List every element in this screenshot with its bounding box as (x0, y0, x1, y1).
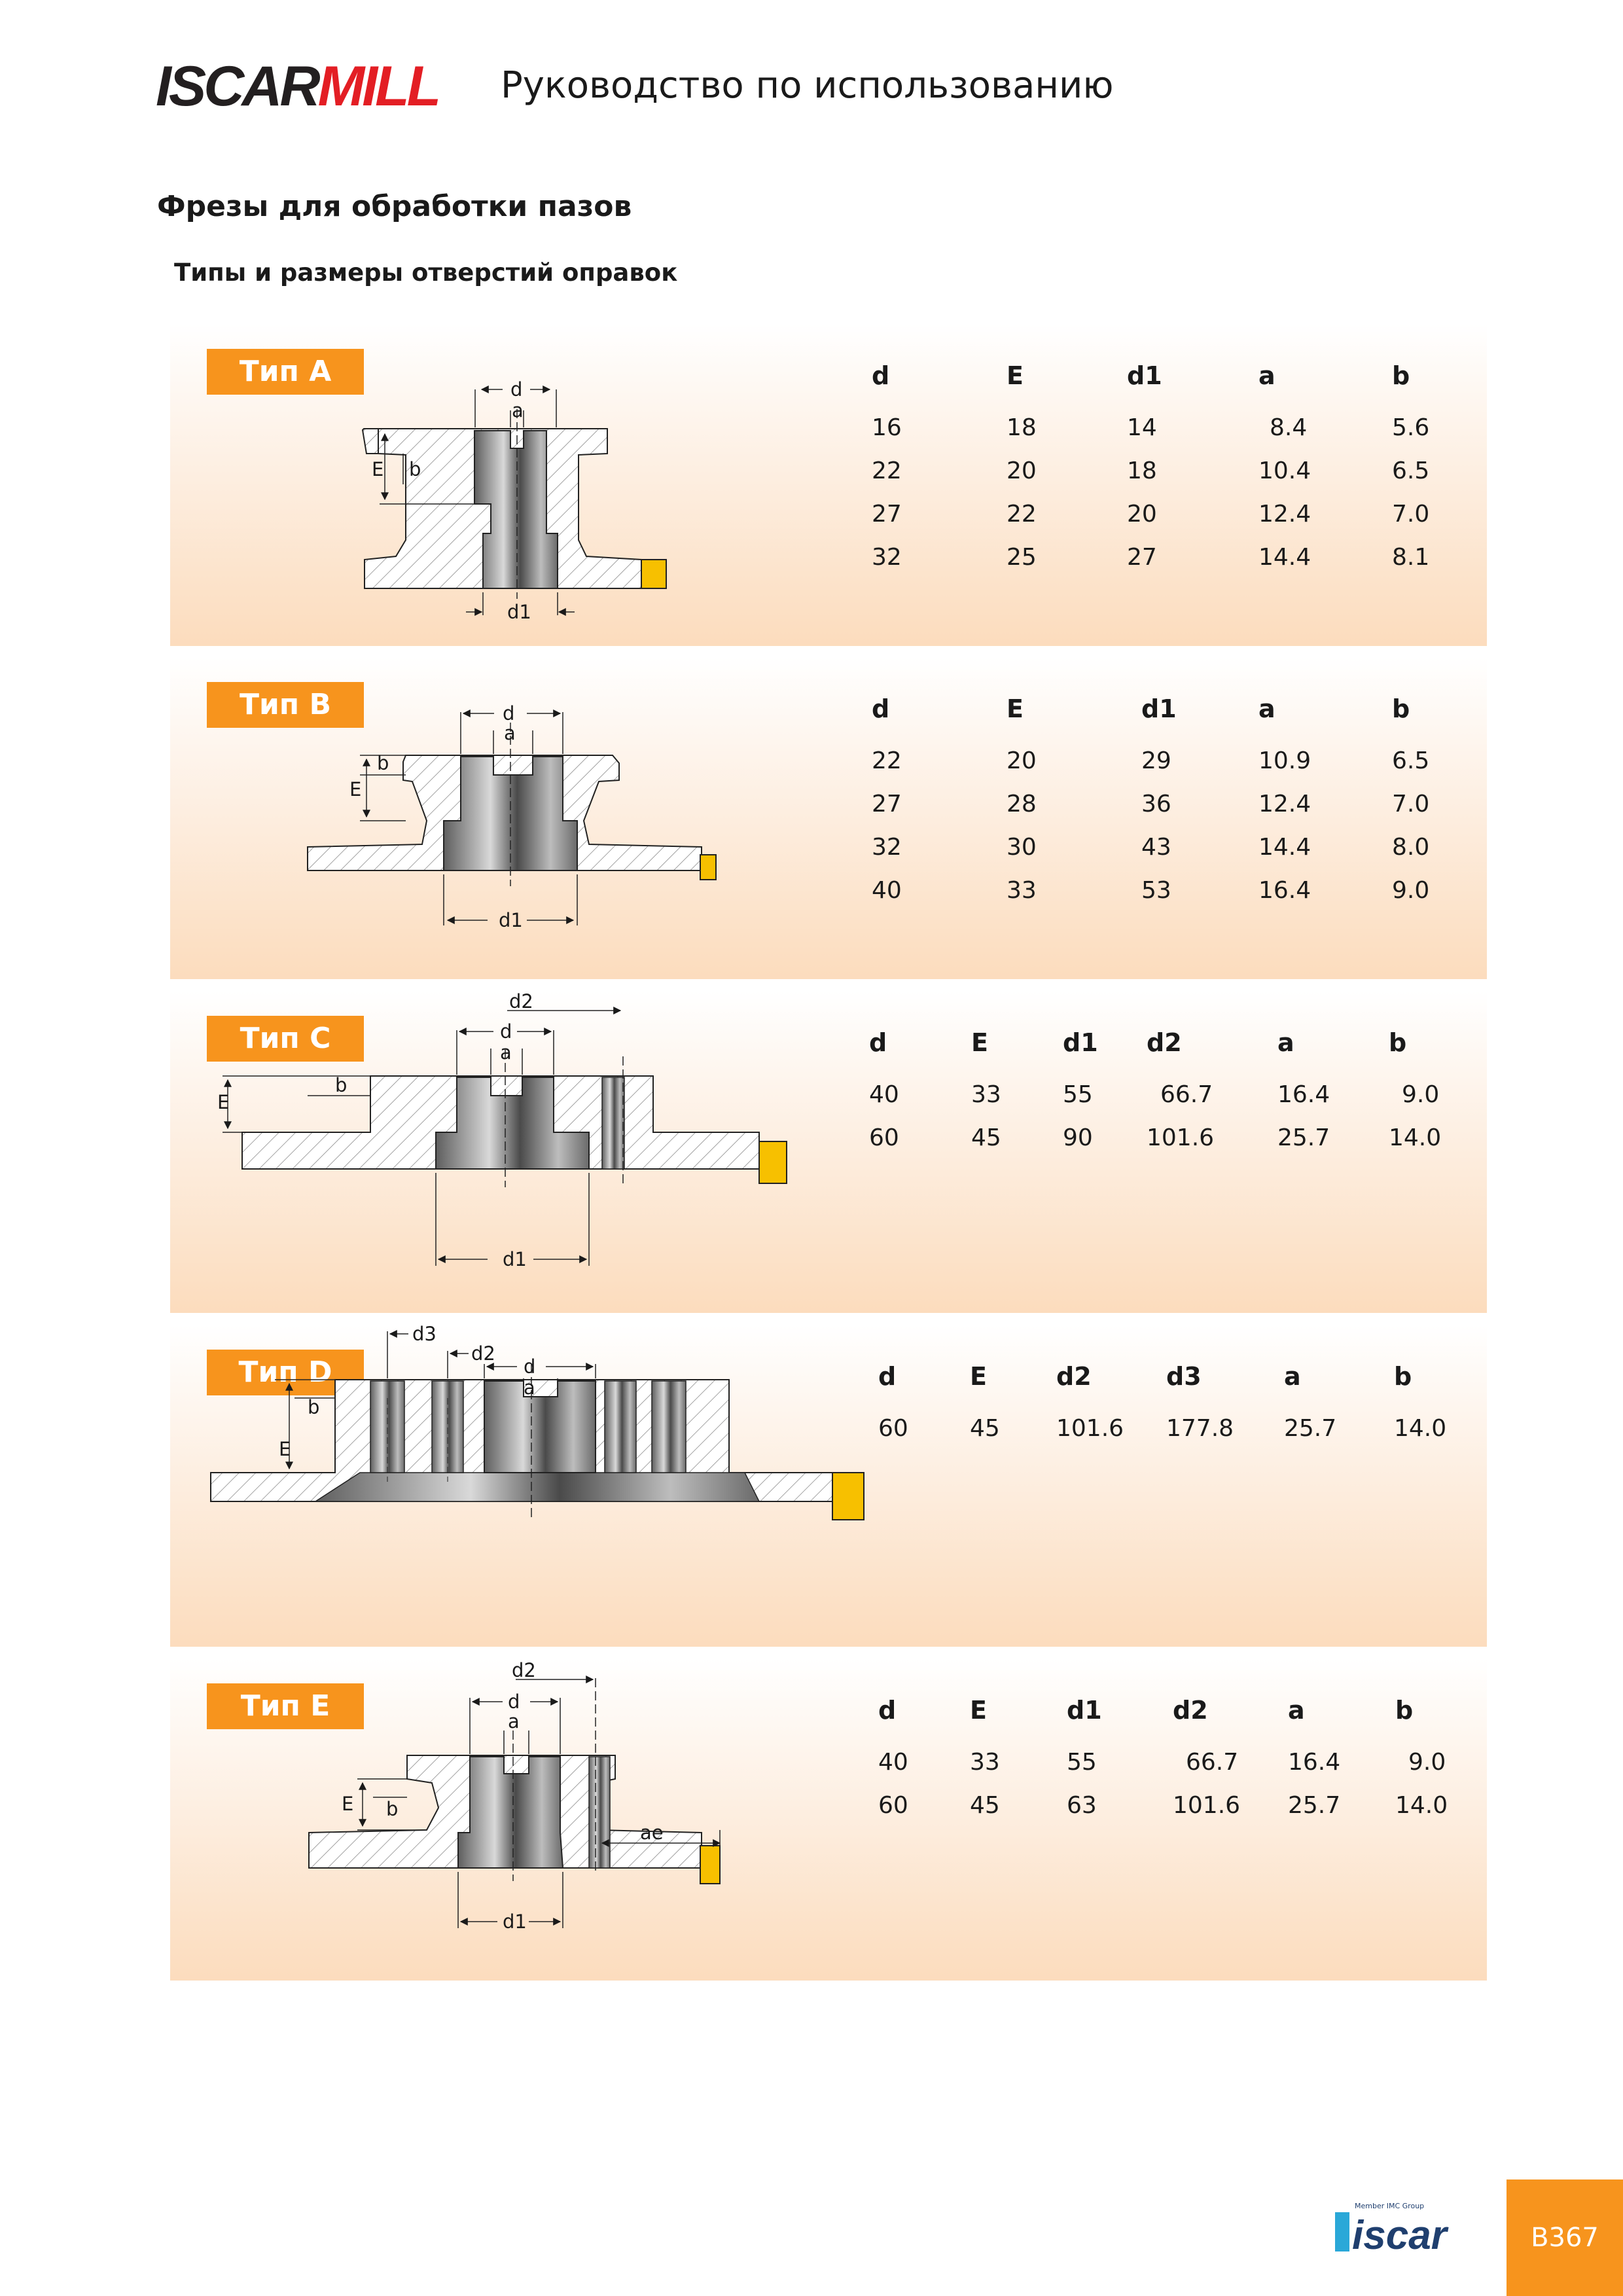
table-cell: 45 (971, 1124, 1001, 1151)
type-label: Тип B (207, 682, 364, 728)
table-cell: 30 (1007, 834, 1037, 861)
table-cell: 14 (1127, 414, 1157, 441)
table-cell: 14.4 (1258, 834, 1311, 861)
column-header: E (1007, 694, 1024, 723)
iscar-brand-logo (1335, 2199, 1472, 2258)
section-subtitle: Типы и размеры отверстий оправок (174, 259, 678, 287)
table-cell: 25.7 (1277, 1124, 1330, 1151)
table-cell: 20 (1007, 747, 1037, 774)
dim-label: a (508, 1710, 520, 1732)
dim-label: d1 (507, 601, 531, 623)
table-cell: 32 (872, 544, 902, 571)
arbor-drawing-type-c (170, 991, 857, 1313)
table-cell: 20 (1127, 501, 1157, 528)
dim-label: a (512, 399, 524, 422)
dim-label: a (524, 1376, 535, 1399)
column-header: d3 (1166, 1362, 1202, 1391)
table-cell: 8.0 (1392, 834, 1430, 861)
table-cell: 63 (1067, 1792, 1097, 1819)
table-cell: 101.6 (1173, 1792, 1241, 1819)
table-cell: 25 (1007, 544, 1037, 571)
table-cell: 18 (1127, 457, 1157, 484)
panel-type-b (170, 657, 1487, 979)
column-header: E (970, 1696, 987, 1725)
table-cell: 14.0 (1395, 1792, 1448, 1819)
table-cell: 18 (1007, 414, 1037, 441)
arbor-drawing-type-e (170, 1659, 759, 1981)
column-header: d2 (1056, 1362, 1092, 1391)
table-cell: 10.4 (1258, 457, 1311, 484)
dim-label: ae (640, 1821, 664, 1844)
table-cell: 25.7 (1284, 1415, 1337, 1442)
table-cell: 8.1 (1392, 544, 1430, 571)
dim-label: d1 (503, 1910, 527, 1933)
table-cell: 6.5 (1392, 747, 1430, 774)
column-header: d2 (1147, 1028, 1182, 1057)
column-header: b (1394, 1362, 1412, 1391)
brand-small-text: Member IMC Group (1355, 2202, 1425, 2210)
iscarmill-logo: ISCARMILL (156, 55, 439, 118)
dim-label: d2 (512, 1659, 536, 1681)
type-label: Тип E (207, 1683, 364, 1729)
column-header: d (872, 361, 890, 390)
table-cell: 40 (869, 1081, 899, 1108)
table-cell: 90 (1063, 1124, 1093, 1151)
dim-label: b (308, 1396, 320, 1418)
table-cell: 14.0 (1389, 1124, 1442, 1151)
table-cell: 16.4 (1258, 877, 1311, 904)
dim-label: a (500, 1041, 512, 1064)
arbor-drawing-type-b (170, 657, 759, 979)
column-header: d (872, 694, 890, 723)
column-header: d (878, 1696, 897, 1725)
page-number: B367 (1507, 2179, 1623, 2296)
column-header: d1 (1063, 1028, 1098, 1057)
table-cell: 66.7 (1160, 1081, 1213, 1108)
column-header: E (971, 1028, 988, 1057)
table-cell: 101.6 (1056, 1415, 1124, 1442)
table-cell: 27 (872, 791, 902, 817)
table-cell: 6.5 (1392, 457, 1430, 484)
table-cell: 45 (970, 1415, 1000, 1442)
dim-label: a (504, 722, 516, 744)
dim-label: b (377, 752, 389, 774)
table-cell: 22 (872, 747, 902, 774)
dim-label: d (508, 1691, 520, 1713)
dim-label: d (500, 1020, 512, 1043)
panel-type-c (170, 991, 1487, 1313)
arbor-drawing-type-d (170, 1325, 890, 1647)
table-cell: 55 (1067, 1749, 1097, 1776)
dim-label: E (372, 458, 384, 480)
table-cell: 16.4 (1288, 1749, 1341, 1776)
table-cell: 12.4 (1258, 791, 1311, 817)
column-header: d1 (1067, 1696, 1102, 1725)
dim-label: d1 (503, 1248, 527, 1270)
table-cell: 9.0 (1408, 1749, 1446, 1776)
table-cell: 36 (1141, 791, 1171, 817)
dim-label: E (279, 1438, 291, 1460)
column-header: b (1392, 694, 1410, 723)
dim-label: d3 (412, 1325, 437, 1345)
column-header: E (1007, 361, 1024, 390)
table-cell: 14.4 (1258, 544, 1311, 571)
table-cell: 43 (1141, 834, 1171, 861)
column-header: b (1389, 1028, 1407, 1057)
dim-label: d1 (499, 909, 523, 931)
table-cell: 16 (872, 414, 902, 441)
table-cell: 60 (878, 1792, 908, 1819)
column-header: a (1258, 361, 1275, 390)
column-header: a (1277, 1028, 1294, 1057)
table-cell: 16.4 (1277, 1081, 1330, 1108)
table-cell: 29 (1141, 747, 1171, 774)
brand-logo-text: iscar (1352, 2213, 1447, 2258)
table-cell: 9.0 (1402, 1081, 1440, 1108)
table-cell: 22 (1007, 501, 1037, 528)
table-cell: 53 (1141, 877, 1171, 904)
table-cell: 28 (1007, 791, 1037, 817)
column-header: d1 (1127, 361, 1162, 390)
table-cell: 22 (872, 457, 902, 484)
header-title: Руководство по использованию (501, 64, 1114, 107)
table-cell: 33 (970, 1749, 1000, 1776)
table-cell: 45 (970, 1792, 1000, 1819)
dim-label: b (409, 458, 421, 480)
column-header: d (878, 1362, 897, 1391)
panel-type-e (170, 1659, 1487, 1981)
table-cell: 8.4 (1270, 414, 1308, 441)
table-cell: 20 (1007, 457, 1037, 484)
column-header: b (1395, 1696, 1414, 1725)
column-header: d (869, 1028, 887, 1057)
panel-type-a (170, 324, 1487, 646)
column-header: a (1258, 694, 1275, 723)
table-cell: 32 (872, 834, 902, 861)
dim-label: b (386, 1798, 399, 1820)
table-cell: 101.6 (1147, 1124, 1215, 1151)
table-cell: 33 (1007, 877, 1037, 904)
dim-label: d (510, 378, 523, 401)
type-label: Тип C (207, 1016, 364, 1062)
table-cell: 40 (872, 877, 902, 904)
column-header: a (1284, 1362, 1301, 1391)
table-cell: 60 (878, 1415, 908, 1442)
table-cell: 27 (872, 501, 902, 528)
table-cell: 25.7 (1288, 1792, 1341, 1819)
dim-label: E (342, 1793, 354, 1815)
table-cell: 12.4 (1258, 501, 1311, 528)
arbor-drawing-type-a (170, 324, 759, 646)
dim-label: E (217, 1091, 230, 1113)
table-cell: 7.0 (1392, 791, 1430, 817)
column-header: a (1288, 1696, 1305, 1725)
table-cell: 66.7 (1186, 1749, 1239, 1776)
table-cell: 60 (869, 1124, 899, 1151)
table-cell: 33 (971, 1081, 1001, 1108)
type-label: Тип A (207, 349, 364, 395)
table-cell: 177.8 (1166, 1415, 1234, 1442)
dim-label: d (503, 702, 515, 725)
column-header: E (970, 1362, 987, 1391)
column-header: d1 (1141, 694, 1177, 723)
table-cell: 10.9 (1258, 747, 1311, 774)
section-title: Фрезы для обработки пазов (157, 190, 632, 223)
dim-label: b (335, 1074, 348, 1096)
dim-label: d (524, 1355, 536, 1378)
type-label: Тип D (207, 1350, 364, 1395)
column-header: d2 (1173, 1696, 1208, 1725)
table-cell: 5.6 (1392, 414, 1430, 441)
column-header: b (1392, 361, 1410, 390)
table-cell: 9.0 (1392, 877, 1430, 904)
dim-label: d2 (509, 991, 533, 1013)
dim-label: E (349, 778, 362, 800)
table-cell: 40 (878, 1749, 908, 1776)
table-cell: 7.0 (1392, 501, 1430, 528)
dim-label: d2 (471, 1342, 495, 1365)
panel-type-d (170, 1325, 1487, 1647)
table-cell: 27 (1127, 544, 1157, 571)
table-cell: 55 (1063, 1081, 1093, 1108)
table-cell: 14.0 (1394, 1415, 1447, 1442)
